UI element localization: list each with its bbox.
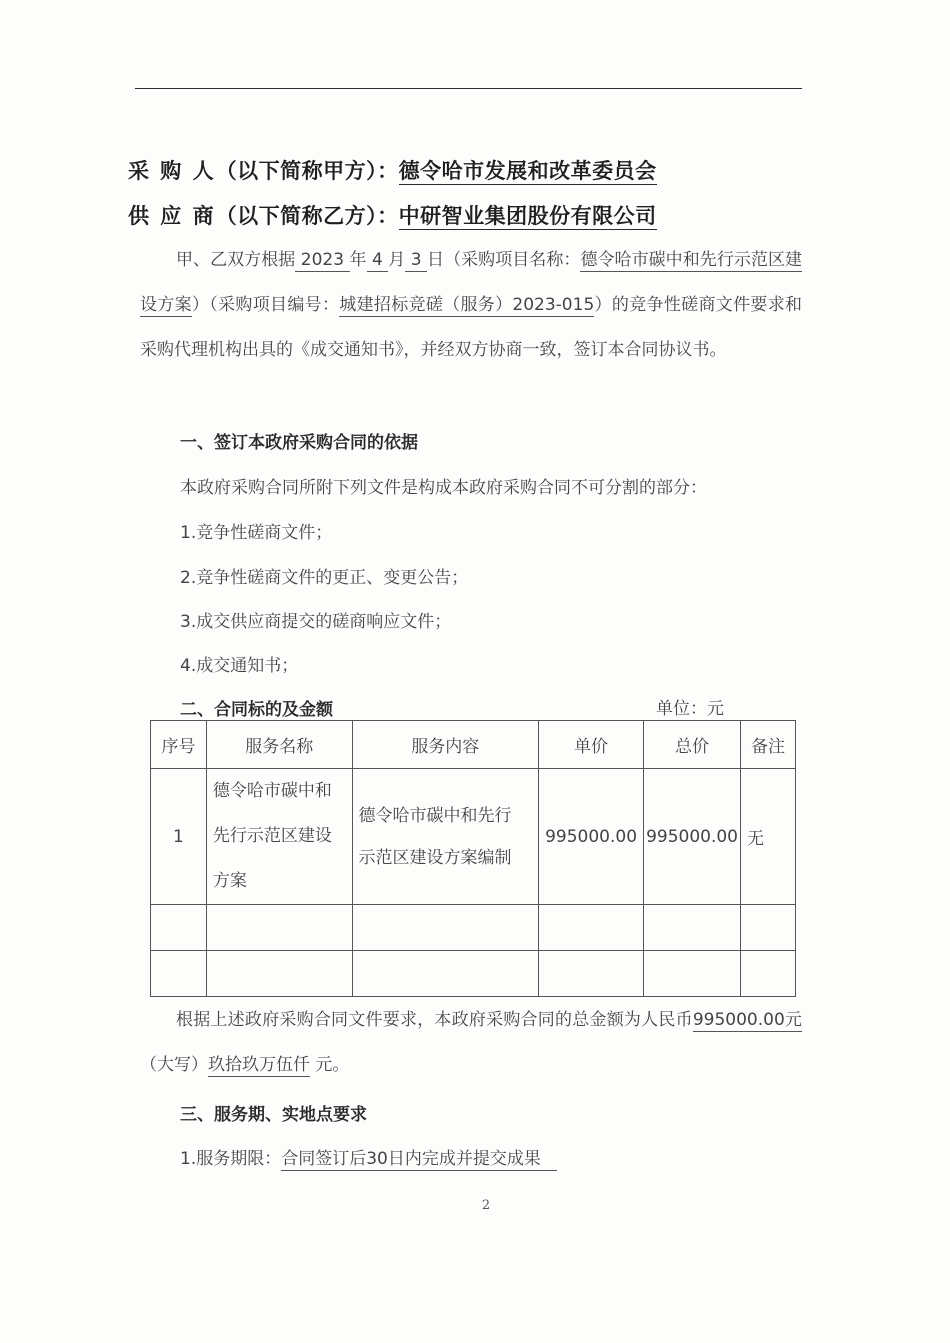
- summary-text: 根据上述政府采购合同文件要求，本政府采购合同的总金额为人民币: [176, 1010, 693, 1030]
- page-number: 2: [481, 1198, 491, 1213]
- service-content-line-2: 示范区建设方案编制: [358, 847, 512, 868]
- cell-total: 995000.00: [644, 769, 741, 905]
- buyer-role: 采 购 人: [128, 159, 216, 183]
- intro-month: 4: [366, 250, 389, 270]
- project-name: 德令哈市碳中和先行示范区建设方案: [140, 250, 803, 315]
- service-name-line-3: 方案: [212, 871, 247, 891]
- service-name-line-2: 先行示范区建设: [212, 826, 332, 846]
- project-code: 城建招标竞磋（服务）2023-015: [339, 295, 595, 315]
- table-row-empty-2: [151, 951, 796, 997]
- table-row: [151, 769, 796, 905]
- section1-intro: 本政府采购合同所附下列文件是构成本政府采购合同不可分割的部分：: [180, 478, 707, 498]
- supplier-name: 中研智业集团股份有限公司: [398, 204, 657, 228]
- header-no: 序号: [151, 721, 207, 769]
- header-unit-price: 单价: [539, 721, 644, 769]
- summary-paragraph: [140, 998, 802, 1088]
- buyer-name: 德令哈市发展和改革委员会: [398, 159, 657, 183]
- service-name-line-1: 德令哈市碳中和: [212, 781, 332, 801]
- service-period-value: 合同签订后30日内完成并提交成果: [281, 1149, 541, 1169]
- intro-text-2: 日（采购项目名称：: [427, 250, 581, 270]
- cell-note: 无: [741, 769, 796, 905]
- header-note: 备注: [741, 721, 796, 769]
- summary-end: 元。: [315, 1055, 350, 1075]
- daxie-label: （大写）: [140, 1055, 208, 1075]
- section1-item-1: 1.竞争性磋商文件；: [180, 523, 333, 543]
- supplier-line: [128, 200, 657, 230]
- cell-service-name: [206, 769, 352, 905]
- supplier-note: （以下简称乙方）：: [215, 204, 399, 228]
- intro-text-1: 甲、乙双方根据: [176, 250, 296, 270]
- service-period-label: 1.服务期限：: [180, 1149, 282, 1169]
- section3-heading: 三、服务期、实地点要求: [180, 1105, 367, 1125]
- table-header-row: [151, 721, 796, 769]
- section1-item-4: 4.成交通知书；: [180, 656, 299, 676]
- header-rule: [135, 88, 802, 89]
- unit-label: 单位：元: [656, 699, 724, 719]
- intro-month-label: 月: [388, 250, 406, 270]
- section1-item-2: 2.竞争性磋商文件的更正、变更公告；: [180, 568, 469, 588]
- buyer-note: （以下简称甲方）：: [215, 159, 399, 183]
- intro-text-4: ）的竞争性磋商文件要求和采购代理机构出具的《成交通知书》，并经双方协商一致，签订本合同协议书。: [140, 295, 803, 360]
- intro-day: 3: [405, 250, 428, 270]
- cell-service-content: [352, 769, 539, 905]
- table-row-empty-1: [151, 905, 796, 951]
- header-service-name: 服务名称: [206, 721, 352, 769]
- service-period-line: [180, 1144, 557, 1169]
- amount-in-words: 玖拾玖万伍仟: [208, 1055, 310, 1075]
- service-content-line-1: 德令哈市碳中和先行: [358, 805, 512, 826]
- intro-year-label: 年: [349, 250, 367, 270]
- header-total: 总价: [644, 721, 741, 769]
- contract-table: [150, 720, 796, 997]
- intro-paragraph: [140, 238, 802, 373]
- cell-unit-price: 995000.00: [539, 769, 644, 905]
- supplier-role: 供 应 商: [128, 204, 216, 228]
- buyer-line: [128, 155, 657, 185]
- total-amount: 995000.00元: [692, 1010, 803, 1030]
- section1-item-3: 3.成交供应商提交的磋商响应文件；: [180, 612, 452, 632]
- header-service-content: 服务内容: [352, 721, 539, 769]
- intro-text-3: ）（采购项目编号：: [191, 295, 340, 315]
- section1-heading: 一、签订本政府采购合同的依据: [180, 433, 418, 453]
- intro-year: 2023: [295, 250, 350, 270]
- cell-no: 1: [151, 769, 207, 905]
- section2-heading: 二、合同标的及金额: [180, 700, 333, 720]
